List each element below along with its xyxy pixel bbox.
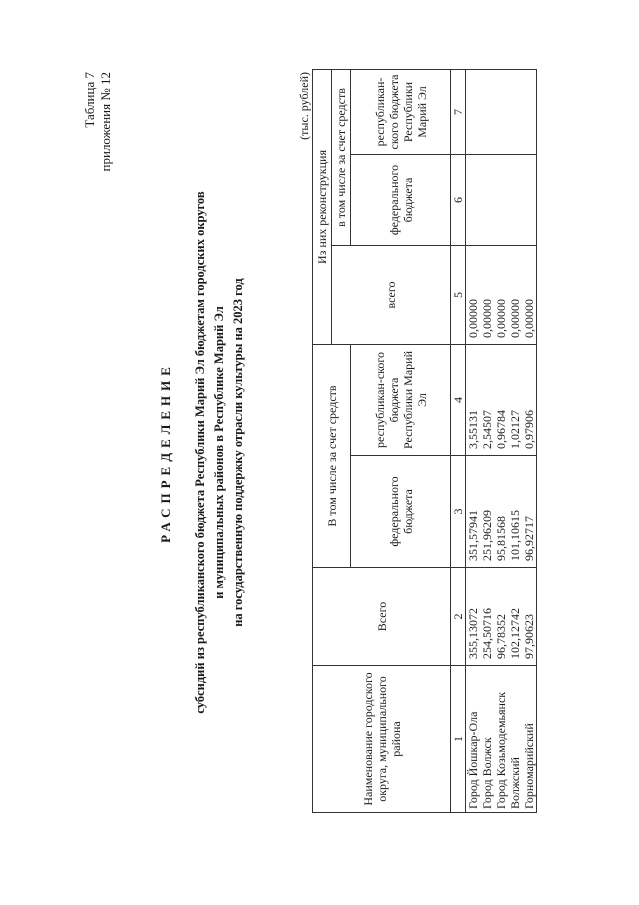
header-republic: республикан-ского бюджета Республики Марий Эл [351, 345, 451, 456]
header-total: Всего [313, 568, 451, 666]
cell-recon-federal [466, 155, 481, 246]
cell-republic: 2,54507 [480, 345, 494, 456]
cell-name: Горномарийский [522, 666, 537, 813]
cell-recon-total: 0,00000 [522, 246, 537, 345]
column-number: 2 [451, 568, 466, 666]
cell-recon-federal [508, 155, 522, 246]
cell-total: 254,50716 [480, 568, 494, 666]
cell-recon-republic [522, 70, 537, 155]
table-row [508, 70, 522, 813]
document-title: РАСПРЕДЕЛЕНИЕ [158, 362, 173, 543]
cell-recon-total: 0,00000 [466, 246, 481, 345]
cell-name: Город Волжск [480, 666, 494, 813]
cell-recon-republic [480, 70, 494, 155]
cell-total: 97,90623 [522, 568, 537, 666]
cell-recon-republic [508, 70, 522, 155]
cell-name: Город Козьмодемьянск [494, 666, 508, 813]
cell-recon-republic [494, 70, 508, 155]
cell-federal: 351,57941 [466, 456, 481, 568]
cell-republic: 1,02127 [508, 345, 522, 456]
table-reference [82, 72, 114, 171]
cell-total: 96,78352 [494, 568, 508, 666]
cell-republic: 0,96784 [494, 345, 508, 456]
cell-recon-federal [494, 155, 508, 246]
cell-name: Город Йошкар-Ола [466, 666, 481, 813]
header-federal: федерального бюджета [351, 456, 451, 568]
annex-number: приложения № 12 [98, 72, 113, 172]
header-recon-republic: республикан-ского бюджета Республики Марий Эл [351, 70, 451, 155]
table-row [466, 70, 481, 813]
cell-recon-total: 0,00000 [480, 246, 494, 345]
header-name: Наименование городского округа, муниципального района [313, 666, 451, 813]
column-number: 1 [451, 666, 466, 813]
table-number: Таблица 7 [82, 72, 97, 128]
header-recon-federal: федерального бюджета [351, 155, 451, 246]
document-subtitle [191, 0, 248, 905]
cell-federal: 96,92717 [522, 456, 537, 568]
cell-recon-total: 0,00000 [508, 246, 522, 345]
header-recon-total: всего [332, 246, 451, 345]
table-row [494, 70, 508, 813]
cell-republic: 3,55131 [466, 345, 481, 456]
column-number: 3 [451, 456, 466, 568]
units-note: (тыс. рублей) [297, 72, 311, 140]
column-number: 6 [451, 155, 466, 246]
table-row [480, 70, 494, 813]
cell-federal: 101,10615 [508, 456, 522, 568]
cell-recon-federal [480, 155, 494, 246]
column-number: 5 [451, 246, 466, 345]
cell-republic: 0,97906 [522, 345, 537, 456]
cell-recon-federal [522, 155, 537, 246]
cell-federal: 95,81568 [494, 456, 508, 568]
cell-federal: 251,96209 [480, 456, 494, 568]
table-row [522, 70, 537, 813]
column-number: 7 [451, 70, 466, 155]
subtitle-line-1: субсидий из республиканского бюджета Республики Марий Эл бюджетам городских округов [193, 191, 207, 714]
header-recon-sources-group: в том числе за счет средств [332, 70, 351, 246]
cell-recon-republic [466, 70, 481, 155]
header-sources-group: В том числе за счет средств [313, 345, 351, 568]
distribution-table [312, 69, 537, 813]
cell-name: Волжский [508, 666, 522, 813]
column-number: 4 [451, 345, 466, 456]
header-reconstruction-group: Из них реконструкция [313, 70, 332, 345]
cell-recon-total: 0,00000 [494, 246, 508, 345]
cell-total: 102,12742 [508, 568, 522, 666]
cell-total: 355,13072 [466, 568, 481, 666]
subtitle-line-3: на государственную поддержку отрасли культуры на 2023 год [231, 278, 245, 627]
subtitle-line-2: и муниципальных районов в Республике Марий Эл [212, 306, 226, 599]
